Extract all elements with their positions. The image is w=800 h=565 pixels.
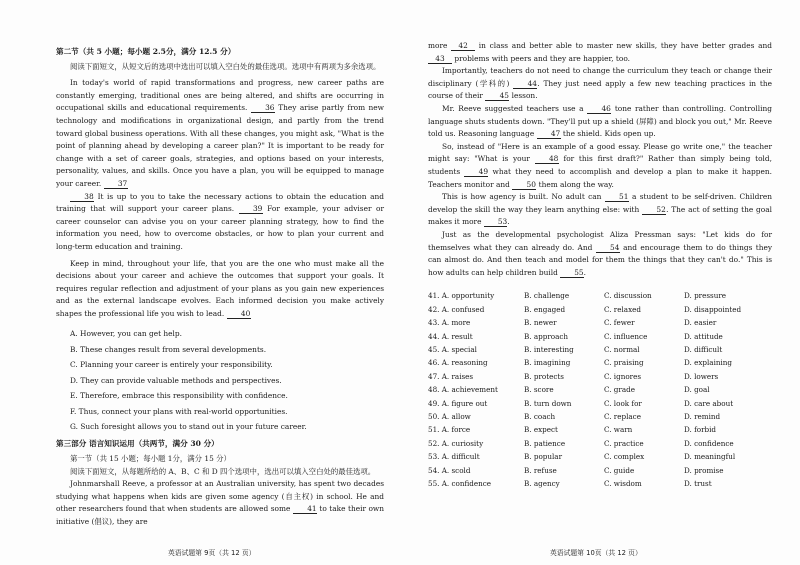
option-a: 45. A. special: [428, 345, 477, 355]
section1-instruction: 阅读下面短文，从每题所给的 A、B、C 和 D 四个选项中，选出可以填入空白处的最佳选项。: [70, 466, 376, 476]
option-a: 41. A. opportunity: [428, 291, 495, 301]
blank-48: 48: [535, 154, 559, 164]
question-row: [428, 316, 768, 329]
option-b: B. imagining: [524, 358, 571, 368]
page-footer-right: 英语试题第 10页（共 12 页）: [550, 549, 642, 557]
option-d: D. trust: [684, 478, 712, 488]
question-options-table: [428, 289, 768, 490]
option-b: B. expect: [524, 425, 558, 435]
blank-40: 40: [227, 309, 251, 319]
passage-paragraph-9: This is how agency is built. No adult can 51 a student to be self-driven. Children develop the skill the way they learn anything else: with 52. The act of setting the goal makes it more 53.: [428, 192, 772, 227]
option-a: 48. A. achievement: [428, 385, 498, 395]
option-c: C. relaxed: [604, 304, 641, 314]
blank-47: 47: [537, 129, 561, 139]
option-c: C. guide: [604, 465, 635, 475]
option-a: 42. A. confused: [428, 304, 485, 314]
option-b: B. refuse: [524, 465, 557, 475]
blank-44: 44: [513, 79, 537, 89]
option-b: B. score: [524, 385, 554, 395]
section1-header: 第一节（共 15 小题；每小题 1分，满分 15 分）: [70, 453, 231, 463]
option-c: C. look for: [604, 398, 642, 408]
option-b: B. engaged: [524, 304, 566, 314]
option-c: C. complex: [604, 452, 645, 462]
passage-paragraph-5: more 42 in class and better able to master new skills, they have better grades and 43 problems with peers and they are happier, too.: [428, 41, 772, 63]
question-row: [428, 303, 768, 316]
option-g: G. Such foresight allows you to stand out in your future career.: [70, 421, 307, 431]
option-d: D. explaining: [684, 358, 733, 368]
blank-46: 46: [587, 104, 611, 114]
option-d: D. confidence: [684, 438, 734, 448]
question-row: [428, 383, 768, 396]
blank-38: 38: [70, 192, 94, 202]
option-d: D. difficult: [684, 345, 723, 355]
option-c: C. normal: [604, 345, 640, 355]
question-row: [428, 437, 768, 450]
option-b: B. newer: [524, 318, 557, 328]
option-a: 43. A. more: [428, 318, 471, 328]
blank-45: 45: [485, 91, 509, 101]
blank-42: 42: [451, 41, 475, 51]
option-c: C. fewer: [604, 318, 635, 328]
option-d: D. pressure: [684, 291, 727, 301]
option-b: B. protects: [524, 371, 564, 381]
question-row: [428, 423, 768, 436]
options-list: [56, 326, 384, 434]
option-d: D. easier: [684, 318, 717, 328]
option-c: C. Planning your career is entirely your responsibility.: [70, 360, 273, 370]
question-row: [428, 370, 768, 383]
option-c: C. warn: [604, 425, 633, 435]
option-a: 51. A. force: [428, 425, 471, 435]
option-d: D. meaningful: [684, 452, 736, 462]
option-d: D. remind: [684, 411, 721, 421]
option-d: D. lowers: [684, 371, 719, 381]
option-b: B. agency: [524, 478, 560, 488]
page-footer-left: 英语试题第 9页（共 12 页）: [168, 549, 256, 557]
passage-paragraph-4: Johnmarshall Reeve, a professor at an Australian university, has spent two decades studying what happens when kids are given some agency (自主权) in school. He and other researchers found that when students are allowed some 41 to take their own initiative (倡议), they are: [56, 479, 384, 526]
option-b: B. coach: [524, 411, 556, 421]
passage-paragraph-6: Importantly, teachers do not need to change the curriculum they teach or change their disciplinary (学科的) 44. They just need apply a few new teaching practices in the course of their 45 lesson.: [428, 66, 773, 101]
option-d: D. promise: [684, 465, 724, 475]
option-d: D. disappointed: [684, 304, 742, 314]
passage-paragraph-1: In today's world of rapid transformations and progress, new career paths are constantly emerging, traditional ones are being altered, and shifts are occurring in occupational skills and educational requirements. 36 They arise partly from new technology and modifications in organizational design, and partly from the trend toward global business operations. With all these changes, you might ask, "What is the point of planning ahead by developing a career plan?" It is important to be ready for change with a set of career goals, strategies, and options based on your interests, personality, values, and skills. Once you have a plan, you will be equipped to manage your career. 37: [56, 78, 384, 188]
blank-50: 50: [512, 180, 536, 190]
option-d: D. forbid: [684, 425, 716, 435]
option-d: D. They can provide valuable methods and perspectives.: [70, 375, 282, 385]
question-row: [428, 410, 768, 423]
option-e: E. Therefore, embrace this responsibility with confidence.: [70, 391, 288, 401]
option-c: C. grade: [604, 385, 635, 395]
option-a: 50. A. allow: [428, 411, 471, 421]
passage-paragraph-8: So, instead of "Here is an example of a good essay. Please go write one," the teacher might say: "What is your 48 for this first draft?" Rather than simply being told, students 49 what they need to accomplish and develop a plan to make it happen. Teachers monitor and 50 them along the way.: [428, 141, 772, 189]
blank-51: 51: [605, 192, 629, 202]
option-b: B. interesting: [524, 345, 574, 355]
passage-paragraph-10: Just as the developmental psychologist Aliza Pressman says: "Let kids do for themselves what they can already do. And 54 and encourage them to do things they can almost do. And then teach and model for them the things that they can't do." This is how adults can help children build 55.: [428, 229, 773, 277]
blank-39: 39: [239, 204, 263, 214]
blank-41: 41: [293, 504, 317, 514]
question-row: [428, 343, 768, 356]
question-row: [428, 450, 768, 463]
question-row: [428, 396, 768, 409]
option-c: C. praising: [604, 358, 644, 368]
option-d: D. goal: [684, 385, 710, 395]
part3-header: 第三部分 语言知识运用（共两节，满分 30 分）: [56, 439, 219, 449]
option-b: B. challenge: [524, 291, 570, 301]
option-c: C. influence: [604, 331, 648, 341]
question-row: [428, 329, 768, 342]
blank-52: 52: [642, 205, 666, 215]
question-row: [428, 463, 768, 476]
option-a: 53. A. difficult: [428, 452, 480, 462]
passage-paragraph-7: Mr. Reeve suggested teachers use a 46 tone rather than controlling. Controlling language shuts students down. "They'll put up a shield (屏障) and block you out," Mr. Reeve told us. Reasoning language 47 the shield. Kids open up.: [428, 103, 772, 139]
option-a: 55. A. confidence: [428, 478, 492, 488]
blank-54: 54: [596, 243, 620, 253]
question-row: [428, 477, 768, 490]
option-b: B. These changes result from several developments.: [70, 344, 267, 354]
section2-header: 第二节（共 5 小题；每小题 2.5分，满分 12.5 分）: [56, 47, 236, 56]
blank-55: 55: [560, 268, 583, 278]
option-b: B. turn down: [524, 398, 572, 408]
option-a: A. However, you can get help.: [70, 329, 182, 339]
option-a: 47. A. raises: [428, 371, 474, 381]
option-c: C. replace: [604, 411, 641, 421]
option-a: 52. A. curiosity: [428, 438, 484, 448]
blank-43: 43: [428, 54, 452, 64]
section2-instruction: 阅读下面短文，从短文后的选项中选出可以填入空白处的最佳选项。选项中有两项为多余选项。: [70, 61, 381, 71]
blank-37: 37: [104, 179, 128, 189]
option-d: D. care about: [684, 398, 734, 408]
passage-paragraph-2: 38 It is up to you to take the necessary actions to obtain the education and training that will support your career plans. 39 For example, your adviser or career counselor can advise you on your career planning strategy, how to find the information you need, how to overcome obstacles, or how to plan your current and long-term education and training.: [56, 191, 384, 251]
blank-36: 36: [251, 103, 275, 113]
option-f: F. Thus, connect your plans with real-world opportunities.: [70, 406, 288, 416]
option-c: C. discussion: [604, 291, 652, 301]
blank-49: 49: [464, 167, 488, 177]
option-d: D. attitude: [684, 331, 723, 341]
option-c: C. practice: [604, 438, 644, 448]
option-b: B. patience: [524, 438, 566, 448]
blank-53: 53: [484, 217, 507, 227]
option-a: 49. A. figure out: [428, 398, 488, 408]
option-a: 54. A. scold: [428, 465, 471, 475]
option-c: C. ignores: [604, 371, 642, 381]
option-c: C. wisdom: [604, 478, 642, 488]
passage-paragraph-3: Keep in mind, throughout your life, that you are the one who must make all the decisions about your career and achieve the outcomes that support your goals. It requires regular reflection and adjustment of your plans as you gain new experiences and as the external landscape evolves. Each informed decision you make actively shapes the professional life you wish to lead. 40: [56, 258, 384, 318]
question-row: [428, 356, 768, 369]
option-a: 44. A. result: [428, 331, 473, 341]
option-b: B. popular: [524, 452, 563, 462]
page-right: [400, 0, 800, 565]
question-row: [428, 289, 768, 302]
option-b: B. approach: [524, 331, 569, 341]
option-a: 46. A. reasoning: [428, 358, 488, 368]
